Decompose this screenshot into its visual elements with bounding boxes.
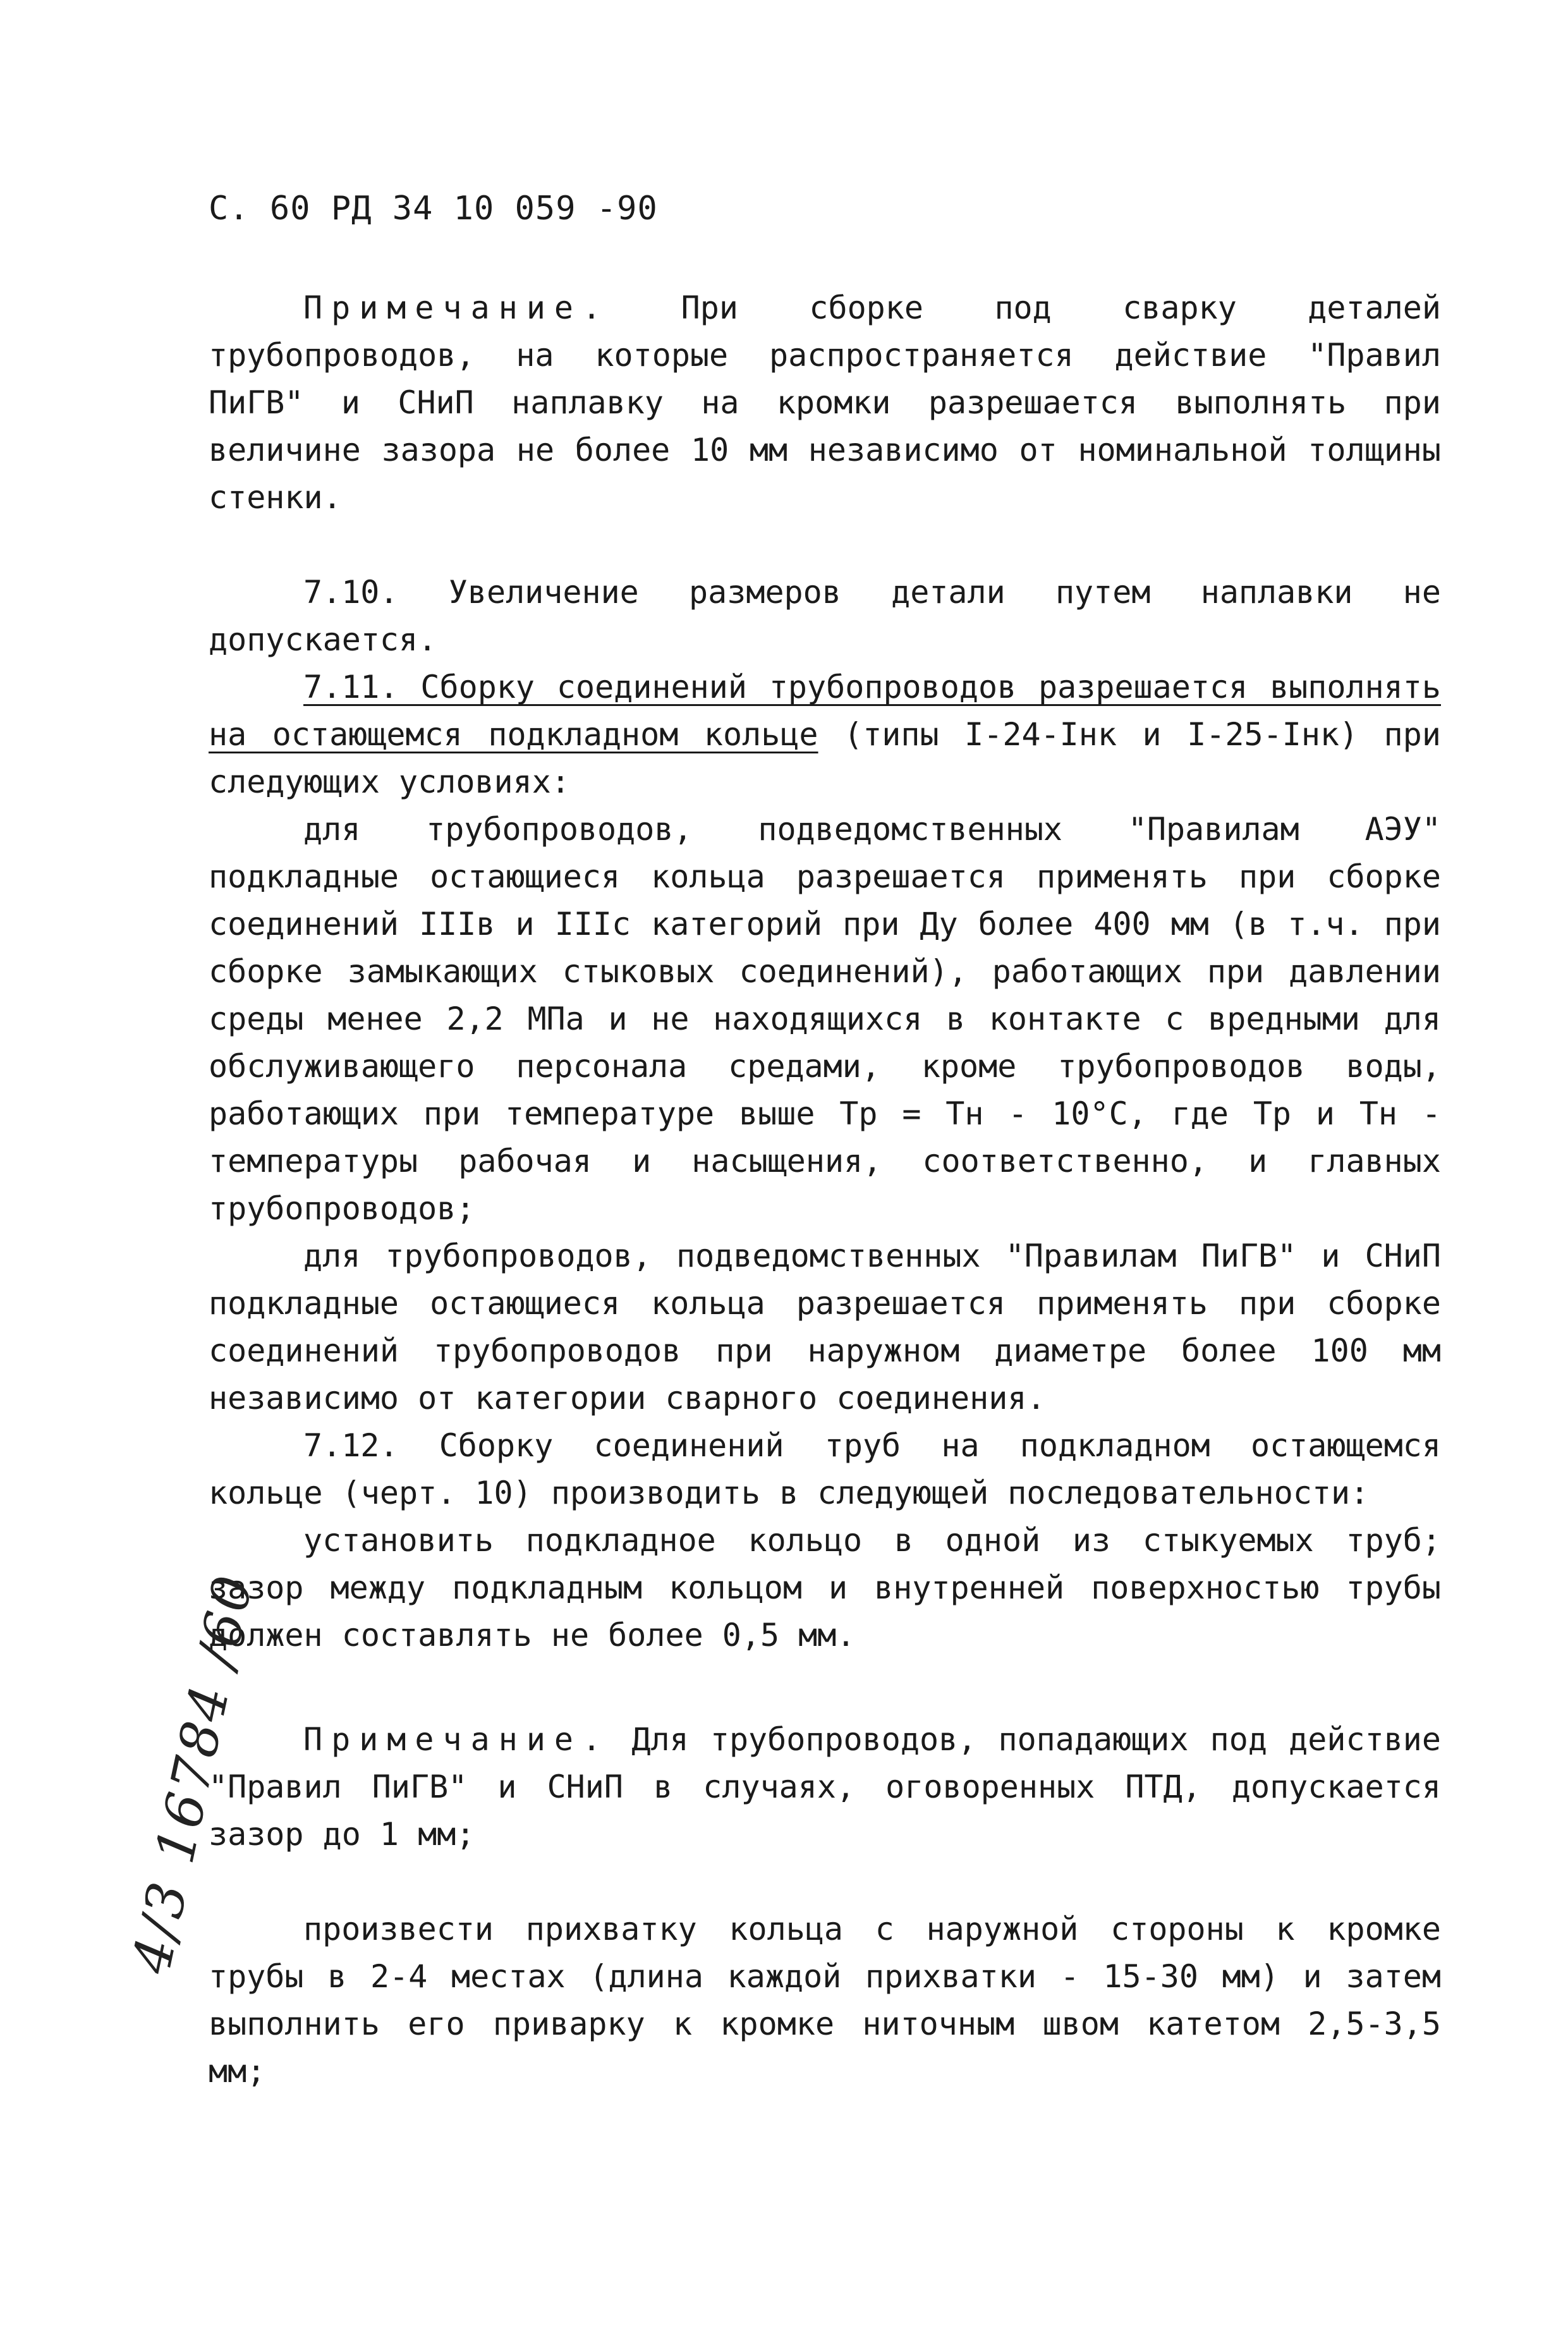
condition-aeu: для трубопроводов, подведомственных "Правилам АЭУ" подкладные остающиеся кольца разрешается применять при сборке соединений IIIв и IIIс категорий при Ду более 400 мм (в т.ч. при сборке замыкающих стыковых соединений), работающих при давлении среды менее 2,2 МПа и не находящихся в контакте с вредными для обслуживающего персонала средами, кроме трубопроводов воды, работающих при температуре выше Тр = Тн - 10°С, где Тр и Тн - температуры рабочая и насыщения, соответственно, и главных трубопроводов;: [209, 811, 1441, 1227]
note-2-label: Примечание.: [303, 1721, 611, 1758]
step-tack-weld: произвести прихватку кольца с наружной стороны к кромке трубы в 2-4 местах (длина каждой прихватки - 15-30 мм) и затем выполнить его приварку к кромке ниточным швом катетом 2,5-3,5 мм;: [209, 1911, 1441, 2090]
clause-7-11-rest: (типы I-24-Iнк и I-25-Iнк) при следующих условиях:: [209, 716, 1441, 800]
note-2: [209, 1716, 1441, 1858]
clause-7-11: [209, 664, 1441, 806]
note-1-text: При сборке под сварку деталей трубопроводов, на которые распространяется действие "Правил ПиГВ" и СНиП наплавку на кромки разрешается выполнять при величине зазора не более 10 мм независимо от номинальной толщины стенки.: [209, 289, 1441, 516]
page-reference: С. 60 РД 34 10 059 -90: [209, 190, 658, 228]
note-1-label: Примечание.: [303, 289, 611, 326]
note-1: [209, 284, 1441, 521]
clause-7-11-underlined: 7.11. Сборку соединений трубопроводов разрешается выполнять на остающемся подкладном кольце: [209, 669, 1441, 753]
margin-note-text: 4/3 16784 /60: [120, 1568, 265, 1979]
page-header: [209, 190, 658, 228]
handwritten-margin-note: [120, 1568, 265, 2345]
document-body: [209, 284, 1441, 2095]
condition-pigv: для трубопроводов, подведомственных "Правилам ПиГВ" и СНиП подкладные остающиеся кольца разрешается применять при сборке соединений трубопроводов при наружном диаметре более 100 мм независимо от категории сварного соединения.: [209, 1238, 1441, 1416]
step-install-ring: установить подкладное кольцо в одной из стыкуемых труб; зазор между подкладным кольцом и внутренней поверхностью трубы должен составлять не более 0,5 мм.: [209, 1522, 1441, 1654]
clause-7-12: 7.12. Сборку соединений труб на подкладном остающемся кольце (черт. 10) производить в следующей последовательности:: [209, 1427, 1441, 1511]
note-2-text: Для трубопроводов, попадающих под действие "Правил ПиГВ" и СНиП в случаях, оговоренных ПТД, допускается зазор до 1 мм;: [209, 1721, 1442, 1853]
clause-7-10: 7.10. Увеличение размеров детали путем наплавки не допускается.: [209, 574, 1441, 658]
